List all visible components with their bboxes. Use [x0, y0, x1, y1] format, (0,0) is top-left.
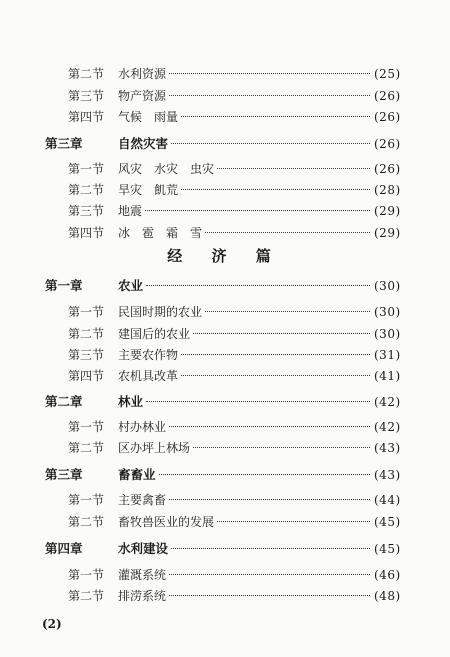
section-number: 第一节	[68, 420, 105, 434]
toc-section-row	[0, 417, 450, 437]
section-number: 第一节	[68, 493, 105, 507]
toc-section-row	[0, 438, 450, 458]
page-number: (30)	[374, 279, 401, 293]
section-title: 主要农作物	[118, 348, 179, 362]
dot-leader	[181, 116, 370, 117]
page-number: (46)	[374, 568, 401, 582]
toc-section-row	[0, 223, 450, 243]
toc-chapter-row	[0, 465, 450, 485]
toc-section-row	[0, 159, 450, 179]
dot-leader	[193, 447, 370, 448]
section-title: 冰 雹 霜 雪	[118, 226, 203, 240]
toc-chapter-row	[0, 134, 450, 154]
page-number: (26)	[374, 137, 401, 151]
dot-leader	[169, 73, 370, 74]
toc-section-row	[0, 366, 450, 386]
toc-section-row	[0, 586, 450, 606]
page-number: (42)	[374, 420, 401, 434]
toc-section-row	[0, 86, 450, 106]
toc-chapter-row	[0, 539, 450, 559]
dot-leader	[181, 354, 370, 355]
section-number: 第四节	[68, 226, 105, 240]
dot-leader	[146, 401, 370, 402]
dot-leader	[205, 311, 370, 312]
page-number: (25)	[374, 67, 401, 81]
toc-section-row	[0, 565, 450, 585]
dot-leader	[205, 232, 370, 233]
section-number: 第二节	[68, 183, 105, 197]
page-number: (41)	[374, 369, 401, 383]
section-number: 第三节	[68, 204, 105, 218]
chapter-title: 农业	[118, 278, 144, 293]
section-title: 地震	[118, 204, 143, 218]
section-title: 民国时期的农业	[118, 305, 203, 319]
section-title: 气候 雨量	[118, 110, 179, 124]
section-title: 旱灾 飢荒	[118, 183, 179, 197]
section-number: 第一节	[68, 162, 105, 176]
section-number: 第二节	[68, 67, 105, 81]
toc-chapter-row	[0, 276, 450, 296]
chapter-title: 林业	[118, 394, 144, 409]
page-number: (31)	[374, 348, 401, 362]
toc-section-row	[0, 201, 450, 221]
toc-section-row	[0, 512, 450, 532]
page-number: (42)	[374, 395, 401, 409]
chapter-title: 畜畜业	[118, 467, 156, 482]
page-number: (30)	[374, 305, 401, 319]
page-number: (26)	[374, 162, 401, 176]
chapter-number: 第三章	[45, 136, 83, 151]
section-number: 第二节	[68, 327, 105, 341]
section-number: 第四节	[68, 110, 105, 124]
dot-leader	[159, 474, 370, 475]
chapter-number: 第一章	[45, 278, 83, 293]
toc-section-row	[0, 302, 450, 322]
page-number: (45)	[374, 542, 401, 556]
page-number: (45)	[374, 515, 401, 529]
dot-leader	[217, 521, 370, 522]
dot-leader	[171, 548, 370, 549]
part-title: 经 济 篇	[167, 247, 283, 265]
page-number: (44)	[374, 493, 401, 507]
toc-section-row	[0, 107, 450, 127]
dot-leader	[169, 499, 370, 500]
dot-leader	[145, 210, 370, 211]
dot-leader	[181, 189, 370, 190]
page-folio: (2)	[42, 617, 62, 631]
page-number: (29)	[374, 226, 401, 240]
page-number: (43)	[374, 441, 401, 455]
page-number: (28)	[374, 183, 401, 197]
dot-leader	[181, 375, 370, 376]
chapter-title: 自然灾害	[118, 136, 169, 151]
chapter-number: 第二章	[45, 394, 83, 409]
section-title: 村办林业	[118, 420, 167, 434]
toc-section-row	[0, 180, 450, 200]
dot-leader	[217, 168, 370, 169]
section-title: 排涝系统	[118, 589, 167, 603]
dot-leader	[193, 333, 370, 334]
page-number: (29)	[374, 204, 401, 218]
page-number: (26)	[374, 110, 401, 124]
section-number: 第一节	[68, 305, 105, 319]
dot-leader	[169, 95, 370, 96]
page-number: (43)	[374, 468, 401, 482]
toc-section-row	[0, 64, 450, 84]
section-number: 第二节	[68, 589, 105, 603]
chapter-title: 水利建设	[118, 541, 169, 556]
dot-leader	[169, 426, 370, 427]
section-title: 灌溉系统	[118, 568, 167, 582]
section-number: 第三节	[68, 348, 105, 362]
section-title: 物产资源	[118, 89, 167, 103]
dot-leader	[169, 595, 370, 596]
dot-leader	[171, 143, 370, 144]
toc-section-row	[0, 490, 450, 510]
section-number: 第四节	[68, 369, 105, 383]
toc-chapter-row	[0, 392, 450, 412]
page-number: (26)	[374, 89, 401, 103]
section-number: 第一节	[68, 568, 105, 582]
chapter-number: 第四章	[45, 541, 83, 556]
toc-section-row	[0, 345, 450, 365]
section-title: 主要禽畜	[118, 493, 167, 507]
section-number: 第二节	[68, 441, 105, 455]
dot-leader	[146, 285, 370, 286]
section-number: 第三节	[68, 89, 105, 103]
page-number: (30)	[374, 327, 401, 341]
section-title: 畜牧兽医业的发展	[118, 515, 215, 529]
section-title: 区办坪上林场	[118, 441, 191, 455]
chapter-number: 第三章	[45, 467, 83, 482]
section-title: 农机具改革	[118, 369, 179, 383]
section-title: 水利资源	[118, 67, 167, 81]
toc-section-row	[0, 324, 450, 344]
dot-leader	[169, 574, 370, 575]
page-number: (48)	[374, 589, 401, 603]
section-number: 第二节	[68, 515, 105, 529]
section-title: 建国后的农业	[118, 327, 191, 341]
section-title: 风灾 水灾 虫灾	[118, 162, 215, 176]
